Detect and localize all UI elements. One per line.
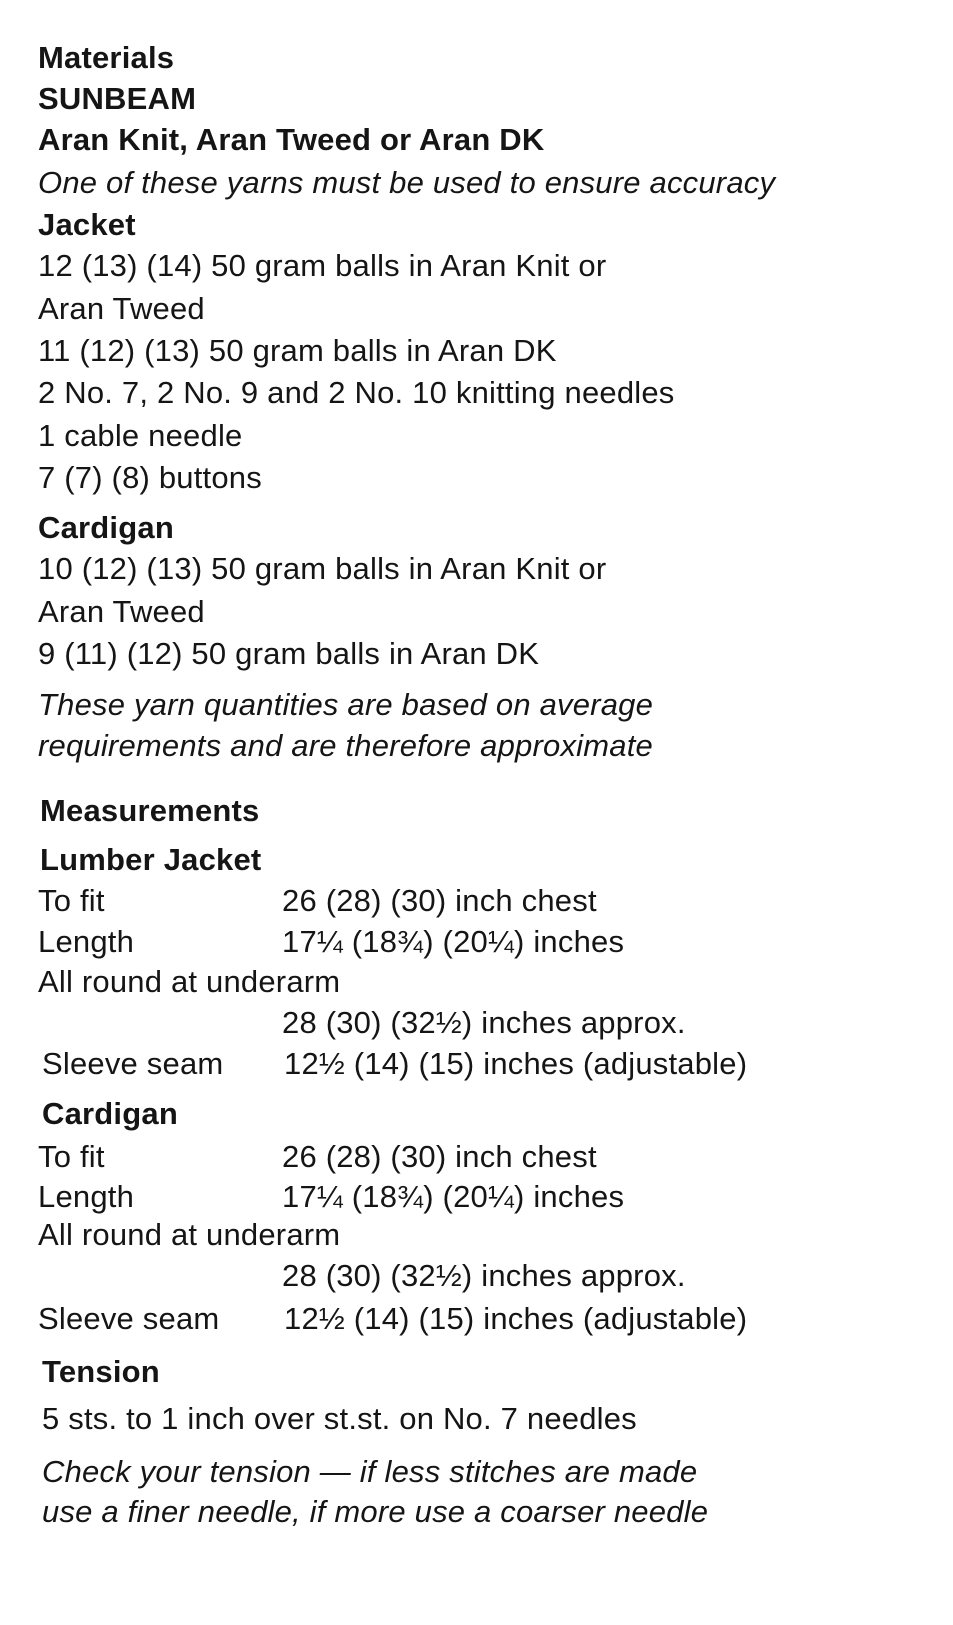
lumber-jacket-heading: Lumber Jacket [40,842,262,877]
yarn-accuracy-note: One of these yarns must be used to ensure accuracy [38,165,776,200]
quantity-note-line: These yarn quantities are based on average [38,687,654,722]
cd-to-fit-label: To fit [38,1139,105,1174]
cardigan-materials-heading: Cardigan [38,510,174,545]
brand-name: SUNBEAM [38,81,197,116]
cardigan-line: 10 (12) (13) 50 gram balls in Aran Knit or [38,551,607,586]
lj-underarm-label: All round at underarm [38,964,341,999]
tension-heading: Tension [42,1354,160,1389]
lj-sleeve-value: 12½ (14) (15) inches (adjustable) [284,1046,748,1081]
jacket-line: 1 cable needle [38,418,243,453]
tension-gauge: 5 sts. to 1 inch over st.st. on No. 7 needles [42,1401,637,1436]
cd-underarm-label: All round at underarm [38,1217,341,1252]
jacket-line: 7 (7) (8) buttons [38,460,262,495]
lj-to-fit-value: 26 (28) (30) inch chest [282,883,597,918]
cd-to-fit-value: 26 (28) (30) inch chest [282,1139,597,1174]
lj-to-fit-label: To fit [38,883,105,918]
lj-underarm-value: 28 (30) (32½) inches approx. [282,1005,686,1040]
materials-heading: Materials [38,40,175,75]
jacket-line: 2 No. 7, 2 No. 9 and 2 No. 10 knitting needles [38,375,675,410]
cd-underarm-value: 28 (30) (32½) inches approx. [282,1258,686,1293]
cardigan-measurements-heading: Cardigan [42,1096,178,1131]
cd-length-value: 17¼ (18¾) (20¼) inches [282,1179,625,1214]
measurements-heading: Measurements [40,793,260,828]
cardigan-line: Aran Tweed [38,594,205,629]
cd-length-label: Length [38,1179,135,1214]
cardigan-line: 9 (11) (12) 50 gram balls in Aran DK [38,636,540,671]
lj-length-value: 17¼ (18¾) (20¼) inches [282,924,625,959]
jacket-heading: Jacket [38,207,136,242]
lj-sleeve-label: Sleeve seam [42,1046,224,1081]
yarn-types: Aran Knit, Aran Tweed or Aran DK [38,122,545,157]
quantity-note-line: requirements and are therefore approximate [38,728,653,763]
tension-note-line: Check your tension — if less stitches are made [42,1454,698,1489]
lj-length-label: Length [38,924,135,959]
tension-note-line: use a finer needle, if more use a coarser needle [42,1494,709,1529]
jacket-line: 12 (13) (14) 50 gram balls in Aran Knit or [38,248,607,283]
jacket-line: 11 (12) (13) 50 gram balls in Aran DK [38,333,557,368]
jacket-line: Aran Tweed [38,291,205,326]
cd-sleeve-label: Sleeve seam [38,1301,220,1336]
cd-sleeve-value: 12½ (14) (15) inches (adjustable) [284,1301,748,1336]
